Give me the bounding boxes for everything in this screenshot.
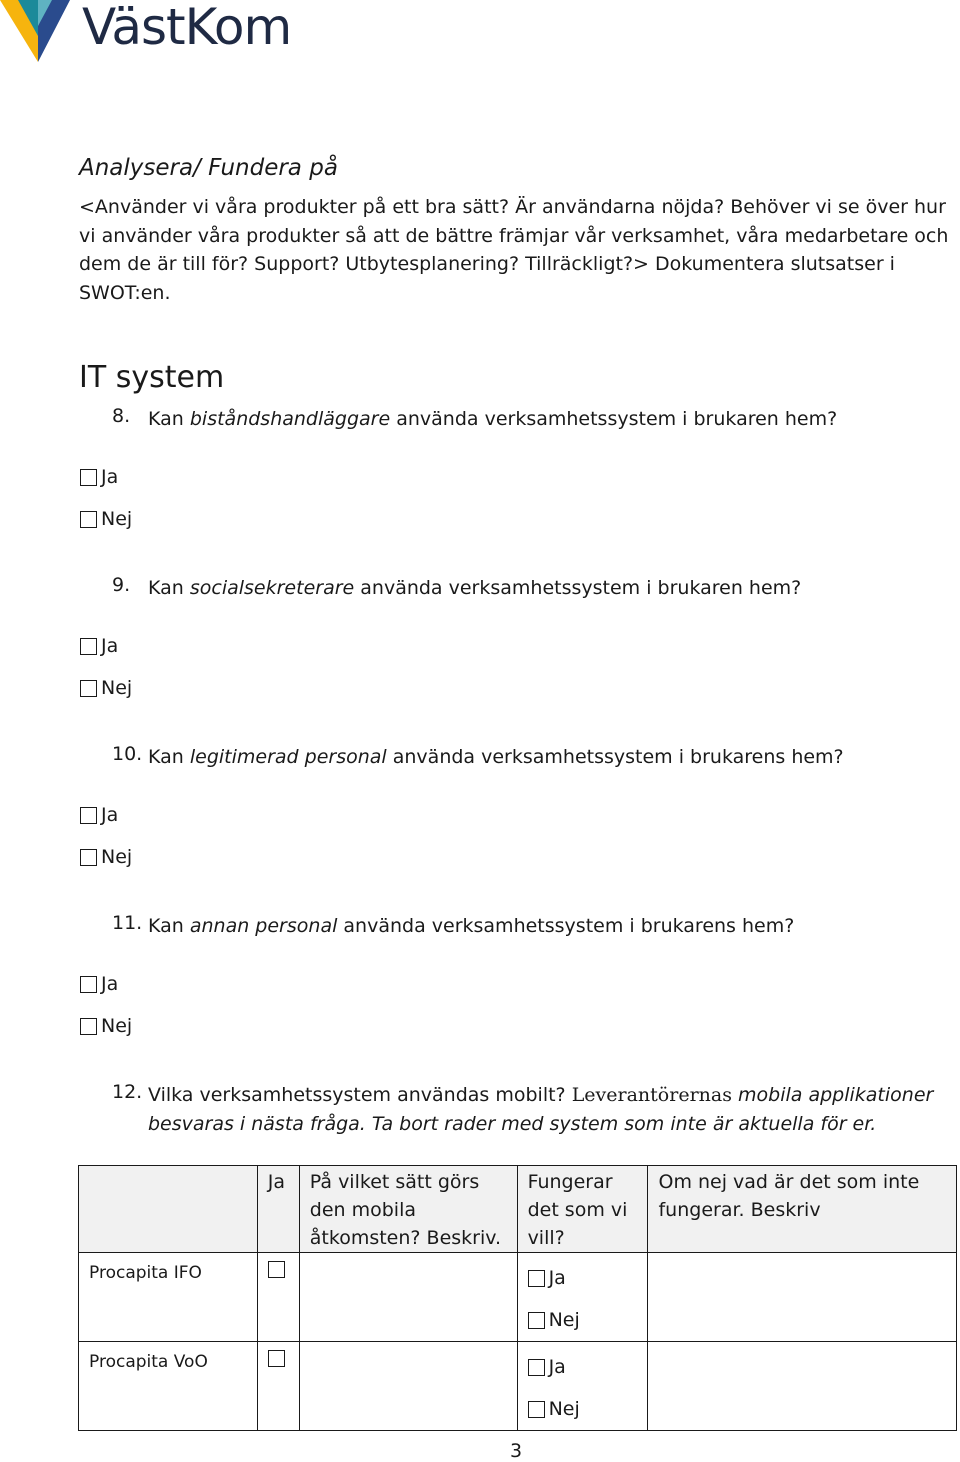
q8-option-ja[interactable]: [80, 466, 118, 488]
page-number: 3: [510, 1440, 523, 1462]
option-label: Nej: [101, 677, 133, 699]
checkbox-icon[interactable]: [528, 1270, 545, 1287]
option-label: Ja: [101, 804, 119, 826]
question-text-start: Kan: [148, 746, 190, 768]
question-text: [148, 912, 794, 941]
question-note-serif: Leverantörernas: [571, 1084, 732, 1106]
header-cell-describe: [648, 1166, 957, 1253]
header-label: På vilket sätt görs den mobila åtkomsten? Beskriv.: [309, 1171, 502, 1249]
question-text-end: använda verksamhetssystem i brukarens hem?: [386, 746, 844, 768]
checkbox-icon[interactable]: [528, 1401, 545, 1418]
q9-option-nej[interactable]: [80, 677, 132, 699]
checkbox-icon[interactable]: [268, 1350, 285, 1367]
header-cell-ja: [257, 1166, 299, 1253]
question-text-start: Kan: [148, 408, 190, 430]
checkbox-icon[interactable]: [268, 1261, 285, 1278]
question-text-start: Vilka verksamhetssystem användas mobilt?: [148, 1084, 572, 1106]
question-11: [112, 912, 942, 941]
describe-cell[interactable]: [648, 1253, 957, 1342]
access-cell[interactable]: [299, 1342, 517, 1431]
table-row: [79, 1342, 957, 1431]
question-8: [112, 405, 942, 434]
question-9: [112, 574, 942, 603]
ja-cell[interactable]: [257, 1342, 299, 1431]
option-label: Ja: [101, 973, 119, 995]
q10-option-ja[interactable]: [80, 804, 118, 826]
header-cell-access: [299, 1166, 517, 1253]
q10-option-nej[interactable]: [80, 846, 132, 868]
section-title: IT system: [79, 360, 225, 395]
question-number: 12.: [112, 1081, 143, 1103]
question-role: biståndshandläggare: [189, 408, 391, 430]
header-cell-system: [79, 1166, 258, 1253]
checkbox-icon[interactable]: [80, 469, 97, 486]
header-cell-works: [517, 1166, 648, 1253]
option-ja[interactable]: [528, 1257, 638, 1299]
checkbox-icon[interactable]: [80, 638, 97, 655]
logo-text: VästKom: [82, 0, 292, 56]
option-nej[interactable]: [528, 1299, 638, 1341]
system-name-cell: [79, 1253, 258, 1342]
option-label: Nej: [101, 846, 133, 868]
checkbox-icon[interactable]: [80, 680, 97, 697]
question-number: 11.: [112, 912, 143, 934]
checkbox-icon[interactable]: [80, 849, 97, 866]
question-role: legitimerad personal: [189, 746, 387, 768]
option-label: Nej: [101, 1015, 133, 1037]
logo-mark-icon: [0, 0, 76, 62]
question-text: [148, 405, 837, 434]
question-12: [112, 1081, 942, 1138]
question-text: [148, 1081, 942, 1138]
q11-option-ja[interactable]: [80, 973, 118, 995]
analysis-heading: Analysera/ Fundera på: [79, 155, 338, 181]
system-name: Procapita IFO: [89, 1263, 202, 1283]
question-number: 9.: [112, 574, 131, 596]
question-text-end: använda verksamhetssystem i brukaren hem?: [390, 408, 838, 430]
option-label: Ja: [101, 466, 119, 488]
question-10: [112, 743, 942, 772]
vastkom-logo: [0, 0, 300, 64]
checkbox-icon[interactable]: [528, 1359, 545, 1376]
header-label: Ja: [267, 1171, 286, 1193]
option-label: Nej: [548, 1398, 580, 1420]
question-text-end: använda verksamhetssystem i brukarens hem?: [337, 915, 795, 937]
option-label: Nej: [101, 508, 133, 530]
option-label: Ja: [548, 1356, 566, 1378]
question-text-start: Kan: [148, 915, 190, 937]
analysis-body: <Använder vi våra produkter på ett bra sätt? Är användarna nöjda? Behöver vi se över hur vi använder våra produkter så att de bättre främjar vår verksamhet, våra medarbetare och dem de är till för? Support? Utbytesplanering? Tillräckligt?> Dokumentera slutsatser i SWOT:en.: [79, 196, 949, 304]
option-label: Ja: [548, 1267, 566, 1289]
question-text: [148, 574, 801, 603]
question-text-start: Kan: [148, 577, 190, 599]
checkbox-icon[interactable]: [80, 1018, 97, 1035]
option-nej[interactable]: [528, 1388, 638, 1430]
describe-cell[interactable]: [648, 1342, 957, 1431]
q9-option-ja[interactable]: [80, 635, 118, 657]
header-label: Om nej vad är det som inte fungerar. Beskriv: [658, 1171, 920, 1221]
question-number: 10.: [112, 743, 143, 765]
option-ja[interactable]: [528, 1346, 638, 1388]
header-label: Fungerar det som vi vill?: [527, 1171, 628, 1249]
question-role: socialsekreterare: [189, 577, 355, 599]
checkbox-icon[interactable]: [80, 976, 97, 993]
table-row: [79, 1253, 957, 1342]
question-text: [148, 743, 844, 772]
checkbox-icon[interactable]: [80, 511, 97, 528]
checkbox-icon[interactable]: [528, 1312, 545, 1329]
question-text-end: använda verksamhetssystem i brukaren hem?: [354, 577, 802, 599]
option-label: Nej: [548, 1309, 580, 1331]
question-note: mobila applikationer besvaras i nästa fråga. Ta bort rader med system som inte är aktuella för er.: [148, 1084, 934, 1135]
ja-cell[interactable]: [257, 1253, 299, 1342]
works-cell: [517, 1253, 648, 1342]
system-name-cell: [79, 1342, 258, 1431]
question-role: annan personal: [189, 915, 338, 937]
q8-option-nej[interactable]: [80, 508, 132, 530]
q11-option-nej[interactable]: [80, 1015, 132, 1037]
checkbox-icon[interactable]: [80, 807, 97, 824]
table-header-row: [79, 1166, 957, 1253]
access-cell[interactable]: [299, 1253, 517, 1342]
question-number: 8.: [112, 405, 131, 427]
option-label: Ja: [101, 635, 119, 657]
system-name: Procapita VoO: [89, 1352, 208, 1372]
systems-table: [78, 1165, 957, 1431]
works-cell: [517, 1342, 648, 1431]
